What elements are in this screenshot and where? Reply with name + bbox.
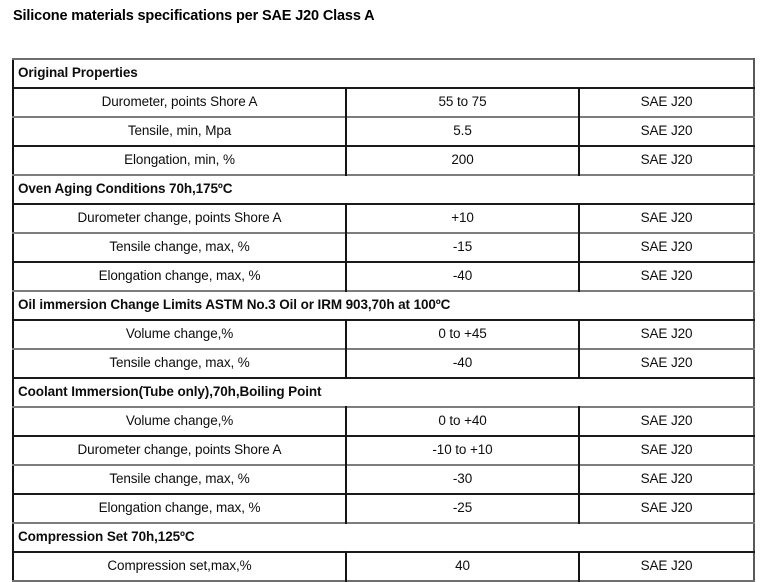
value-cell: 0 to +45 — [346, 320, 579, 349]
standard-cell: SAE J20 — [579, 262, 754, 291]
property-cell: Durometer change, points Shore A — [13, 204, 346, 233]
property-cell: Volume change,% — [13, 407, 346, 436]
table-row — [13, 552, 754, 581]
property-cell: Durometer change, points Shore A — [13, 436, 346, 465]
table-row — [13, 494, 754, 523]
table-section-header-row — [13, 59, 754, 88]
standard-cell: SAE J20 — [579, 436, 754, 465]
standard-cell: SAE J20 — [579, 552, 754, 581]
table-row — [13, 465, 754, 494]
table-row — [13, 204, 754, 233]
table-row — [13, 349, 754, 378]
standard-cell: SAE J20 — [579, 320, 754, 349]
table-row — [13, 146, 754, 175]
standard-cell: SAE J20 — [579, 349, 754, 378]
table-row — [13, 436, 754, 465]
section-header-label: Oil immersion Change Limits ASTM No.3 Oil or IRM 903,70h at 100ºC — [13, 291, 754, 320]
property-cell: Tensile, min, Mpa — [13, 117, 346, 146]
value-cell: 200 — [346, 146, 579, 175]
property-cell: Elongation change, max, % — [13, 262, 346, 291]
value-cell: 40 — [346, 552, 579, 581]
standard-cell: SAE J20 — [579, 88, 754, 117]
table-section-header-row — [13, 175, 754, 204]
property-cell: Compression set,max,% — [13, 552, 346, 581]
specifications-table — [12, 58, 755, 582]
property-cell: Tensile change, max, % — [13, 349, 346, 378]
standard-cell: SAE J20 — [579, 117, 754, 146]
value-cell: -40 — [346, 262, 579, 291]
page-title: Silicone materials specifications per SAE J20 Class A — [13, 8, 375, 24]
property-cell: Elongation change, max, % — [13, 494, 346, 523]
standard-cell: SAE J20 — [579, 204, 754, 233]
standard-cell: SAE J20 — [579, 407, 754, 436]
value-cell: +10 — [346, 204, 579, 233]
property-cell: Durometer, points Shore A — [13, 88, 346, 117]
section-header-label: Coolant Immersion(Tube only),70h,Boiling Point — [13, 378, 754, 407]
value-cell: -30 — [346, 465, 579, 494]
table-row — [13, 407, 754, 436]
table-row — [13, 262, 754, 291]
table-row — [13, 117, 754, 146]
value-cell: 55 to 75 — [346, 88, 579, 117]
table-row — [13, 88, 754, 117]
table-row — [13, 320, 754, 349]
property-cell: Volume change,% — [13, 320, 346, 349]
table-section-header-row — [13, 378, 754, 407]
value-cell: -40 — [346, 349, 579, 378]
standard-cell: SAE J20 — [579, 233, 754, 262]
property-cell: Elongation, min, % — [13, 146, 346, 175]
value-cell: 0 to +40 — [346, 407, 579, 436]
standard-cell: SAE J20 — [579, 465, 754, 494]
value-cell: -15 — [346, 233, 579, 262]
section-header-label: Oven Aging Conditions 70h,175ºC — [13, 175, 754, 204]
table-section-header-row — [13, 523, 754, 552]
property-cell: Tensile change, max, % — [13, 465, 346, 494]
value-cell: -25 — [346, 494, 579, 523]
section-header-label: Original Properties — [18, 65, 138, 81]
table-row — [13, 233, 754, 262]
value-cell: 5.5 — [346, 117, 579, 146]
section-header-label: Compression Set 70h,125ºC — [13, 523, 754, 552]
property-cell: Tensile change, max, % — [13, 233, 346, 262]
specifications-table-body — [13, 59, 754, 581]
value-cell: -10 to +10 — [346, 436, 579, 465]
standard-cell: SAE J20 — [579, 494, 754, 523]
standard-cell: SAE J20 — [579, 146, 754, 175]
table-section-header-row — [13, 291, 754, 320]
